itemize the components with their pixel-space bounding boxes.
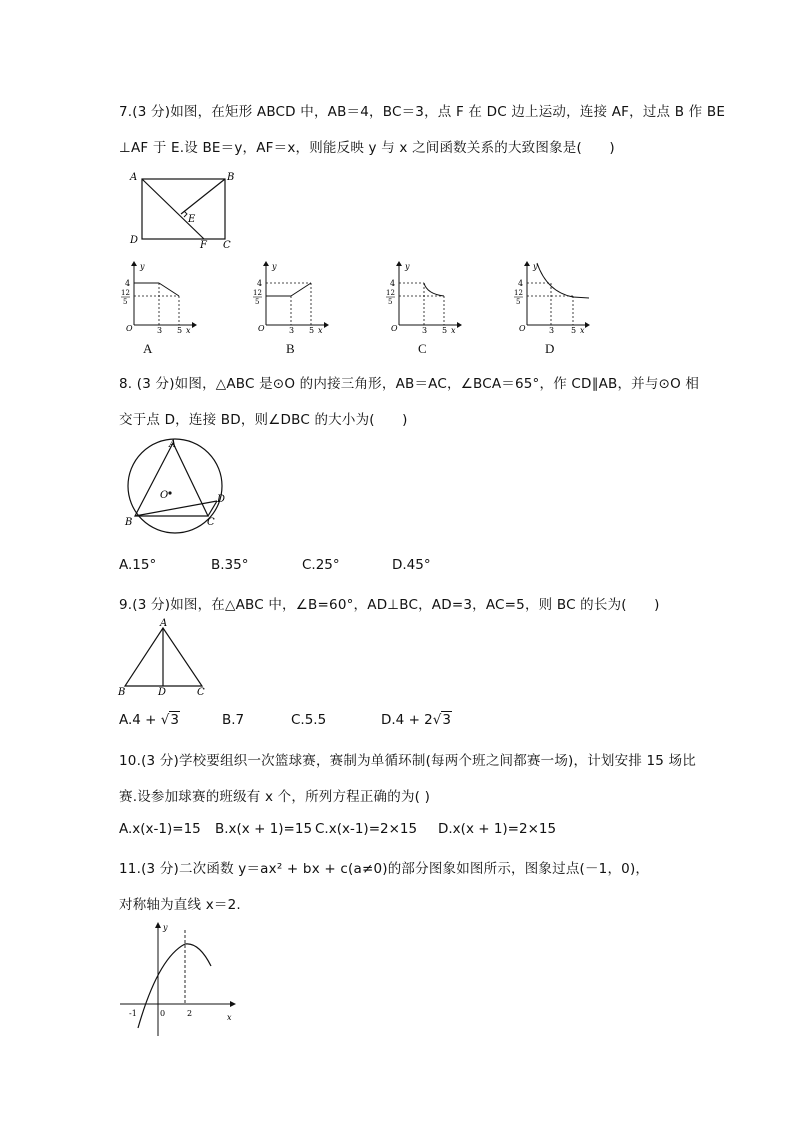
q7-caption-a: A	[143, 341, 153, 356]
q8-label-c: C	[207, 517, 215, 528]
q7-label-f: F	[200, 240, 207, 251]
q9-triangle-figure	[115, 618, 215, 698]
q7-graph-b	[246, 260, 331, 335]
q7-graph-c-5: 5	[388, 298, 393, 306]
q11-text-line1: 11.(3 分)二次函数 y＝ax² + bx + c(a≠0)的部分图象如图所示，图象过点(－1，0)，	[119, 861, 650, 877]
q8-label-d: D	[217, 494, 226, 505]
q7-label-d: D	[130, 235, 139, 246]
q11-label-neg1: -1	[129, 1009, 137, 1018]
q10-text-line1: 10.(3 分)学校要组织一次篮球赛，赛制为单循环制(每两个班之间都赛一场)，计划安排 15 场比	[119, 753, 696, 769]
q8-option-b[interactable]: B.35°	[211, 557, 249, 573]
q8-label-o: O	[160, 490, 169, 501]
q7-rectangle-figure	[125, 168, 245, 258]
q7-graph-d-x5: 5	[571, 326, 577, 335]
q10-option-c[interactable]: C.x(x-1)=2×15	[315, 821, 418, 837]
q7-graph-c-12: 12	[386, 289, 395, 297]
q7-graph-c-x5: 5	[442, 326, 448, 335]
q7-graph-c-x3: 3	[422, 326, 428, 335]
q7-graph-b-5: 5	[255, 298, 260, 306]
q9-option-a[interactable]	[119, 712, 180, 728]
q7-graph-b-x: x	[318, 326, 323, 335]
q7-graph-c-4: 4	[390, 279, 396, 288]
q8-label-a: A	[169, 439, 177, 450]
q7-graph-a-4: 4	[125, 279, 131, 288]
q7-text-line2: ⊥AF 于 E.设 BE＝y，AF＝x，则能反映 y 与 x 之间函数关系的大致图象是( )	[119, 140, 615, 156]
q10-text-line2: 赛.设参加球赛的班级有 x 个，所列方程正确的为( )	[119, 789, 431, 805]
q9-option-c[interactable]: C.5.5	[291, 712, 327, 728]
q7-graph-d-12: 12	[514, 289, 523, 297]
q9-label-b: B	[118, 687, 126, 698]
q8-option-c[interactable]: C.25°	[302, 557, 340, 573]
q9-option-d-radicand: 3	[442, 712, 451, 728]
q9-option-a-radicand: 3	[170, 712, 179, 728]
q7-graph-a-x: x	[186, 326, 191, 335]
q9-label-a: A	[160, 618, 168, 629]
q7-graph-b-o: O	[258, 324, 265, 333]
q7-text-line1: 7.(3 分)如图，在矩形 ABCD 中，AB＝4，BC＝3，点 F 在 DC 边上运动，连接 AF，过点 B 作 BE	[119, 104, 726, 120]
q7-label-c: C	[223, 240, 231, 251]
q9-label-d: D	[158, 687, 167, 698]
q7-graph-b-y: y	[272, 262, 277, 271]
q7-caption-c: C	[418, 341, 427, 356]
q7-graph-d-o: O	[519, 324, 526, 333]
sqrt-symbol: √3	[432, 712, 451, 728]
q7-caption-b: B	[286, 341, 295, 356]
q8-circle-figure	[118, 436, 233, 536]
q7-label-e: E	[188, 214, 196, 225]
q8-text-line2: 交于点 D，连接 BD，则∠DBC 的大小为( )	[119, 412, 408, 428]
q11-label-two: 2	[187, 1009, 193, 1018]
sqrt-symbol: √3	[160, 712, 179, 728]
q7-graph-d-x3: 3	[549, 326, 555, 335]
q7-graph-b-12: 12	[253, 289, 262, 297]
q7-graph-d-y: y	[533, 262, 538, 271]
q9-option-d-prefix: D.4 + 2	[381, 712, 433, 728]
q9-option-b[interactable]: B.7	[222, 712, 245, 728]
q7-graph-c-x: x	[451, 326, 456, 335]
q11-axis-x: x	[227, 1013, 232, 1022]
q11-label-zero: 0	[160, 1009, 166, 1018]
q7-caption-d: D	[545, 341, 555, 356]
q7-graph-c	[379, 260, 464, 335]
q10-option-b[interactable]: B.x(x + 1)=15	[215, 821, 313, 837]
q7-graph-d	[507, 260, 597, 335]
q7-graph-b-4: 4	[257, 279, 263, 288]
q7-graph-a	[114, 260, 199, 335]
q7-graph-c-o: O	[391, 324, 398, 333]
q9-text-line1: 9.(3 分)如图，在△ABC 中，∠B=60°，AD⊥BC，AD=3，AC=5，则 BC 的长为( )	[119, 597, 660, 613]
q8-option-d[interactable]: D.45°	[392, 557, 431, 573]
q7-graph-a-12: 12	[121, 289, 130, 297]
q10-option-a[interactable]: A.x(x-1)=15	[119, 821, 201, 837]
q7-graph-a-y: y	[140, 262, 145, 271]
q7-graph-d-5: 5	[516, 298, 521, 306]
q10-option-d[interactable]: D.x(x + 1)=2×15	[438, 821, 557, 837]
q8-option-a[interactable]: A.15°	[119, 557, 157, 573]
q11-axis-y: y	[163, 923, 168, 932]
q7-graph-c-y: y	[405, 262, 410, 271]
q7-graph-a-x3: 3	[157, 326, 163, 335]
q7-graph-d-4: 4	[518, 279, 524, 288]
q9-option-d[interactable]	[381, 712, 452, 728]
q11-text-line2: 对称轴为直线 x＝2.	[119, 897, 241, 913]
q7-label-b: B	[227, 172, 235, 183]
q8-text-line1: 8. (3 分)如图，△ABC 是⊙O 的内接三角形，AB＝AC，∠BCA＝65°，作 CD∥AB，并与⊙O 相	[119, 376, 700, 392]
q7-graph-a-5: 5	[123, 298, 128, 306]
q7-graph-b-x5: 5	[309, 326, 315, 335]
q9-label-c: C	[197, 687, 205, 698]
q7-graph-a-x5: 5	[177, 326, 183, 335]
q7-graph-d-x: x	[580, 326, 585, 335]
q8-label-b: B	[125, 517, 133, 528]
q11-parabola-figure	[115, 920, 245, 1040]
q7-graph-a-o: O	[126, 324, 133, 333]
q7-graph-b-x3: 3	[289, 326, 295, 335]
q9-option-a-prefix: A.4 +	[119, 712, 161, 728]
q7-label-a: A	[130, 172, 138, 183]
